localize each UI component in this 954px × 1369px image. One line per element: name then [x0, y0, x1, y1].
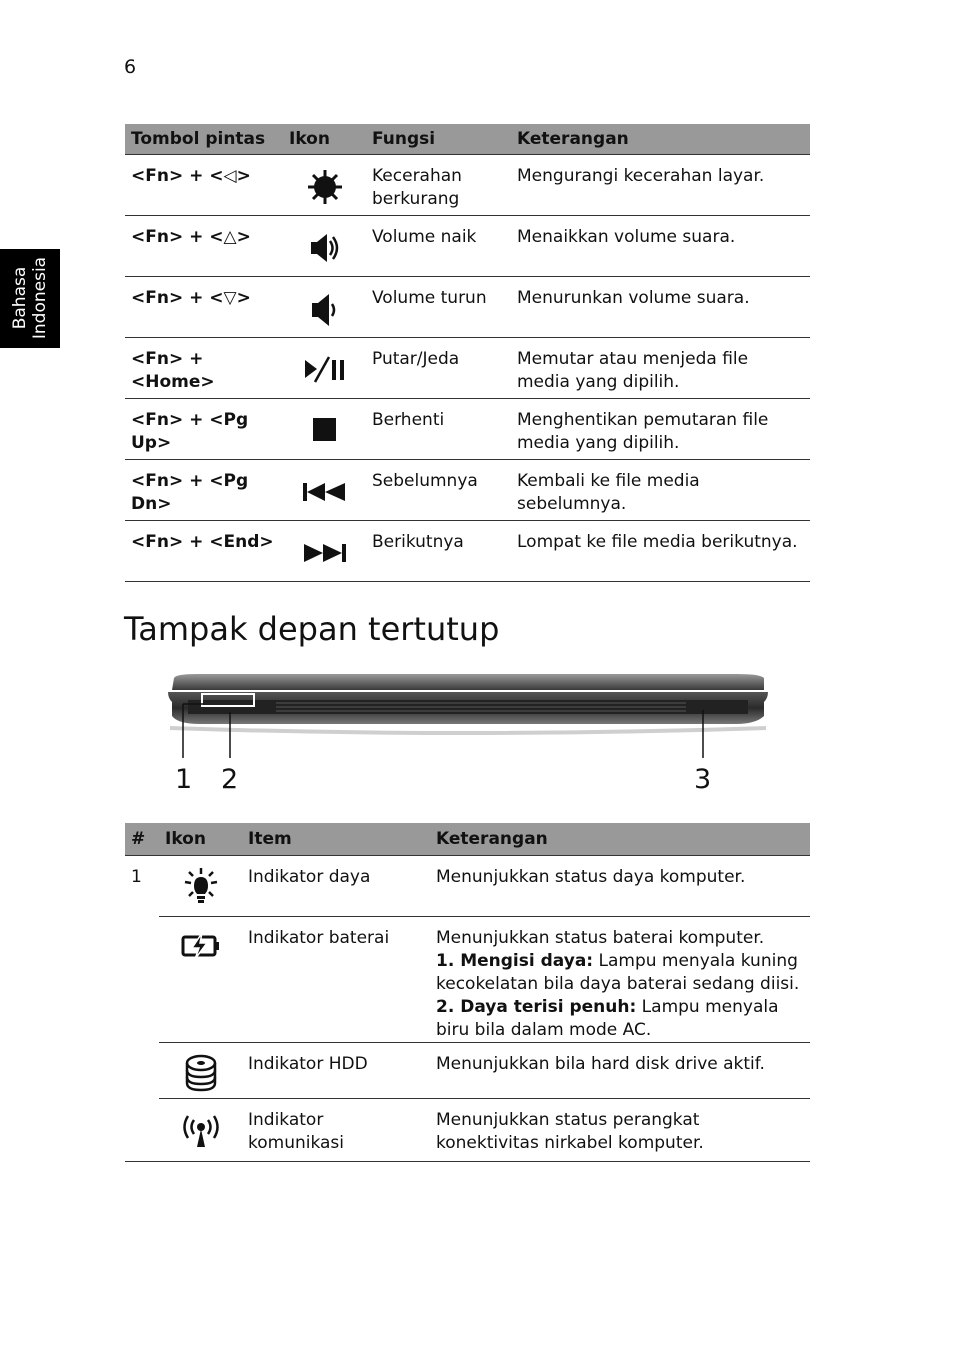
hotkey-table-header	[125, 124, 810, 155]
brightness-down-icon	[305, 167, 345, 207]
hotkey-cell: <Fn> + <Home>	[125, 338, 283, 399]
description-cell: Menaikkan volume suara.	[511, 216, 810, 277]
function-cell: Berhenti	[366, 399, 511, 460]
description-cell	[430, 917, 810, 1043]
header-icon: Ikon	[283, 124, 366, 155]
function-cell: Kecerahan berkurang	[366, 155, 511, 216]
battery-full-note	[436, 996, 804, 1042]
section-title: Tampak depan tertutup	[124, 610, 500, 648]
header-hotkey: Tombol pintas	[125, 124, 283, 155]
description-cell: Menurunkan volume suara.	[511, 277, 810, 338]
table-row	[125, 216, 810, 277]
item-cell: Indikator daya	[242, 856, 430, 917]
callout-2: 2	[221, 764, 239, 795]
table-row	[125, 399, 810, 460]
battery-description: Menunjukkan status baterai komputer.	[436, 928, 765, 948]
description-cell: Menunjukkan bila hard disk drive aktif.	[430, 1043, 810, 1099]
hotkey-cell: <Fn> + <◁>	[125, 155, 283, 216]
function-cell: Berikutnya	[366, 521, 511, 582]
description-cell: Kembali ke file media sebelumnya.	[511, 460, 810, 521]
full-text: Lampu menyala biru bila dalam mode AC.	[436, 997, 779, 1040]
side-tab-line2: Indonesia	[30, 256, 50, 340]
function-cell: Putar/Jeda	[366, 338, 511, 399]
full-label: 2. Daya terisi penuh:	[436, 997, 637, 1017]
charging-text: Lampu menyala kuning kecokelatan bila daya baterai sedang diisi.	[436, 951, 800, 994]
hotkey-cell: <Fn> + <Pg Up>	[125, 399, 283, 460]
description-cell: Menunjukkan status daya komputer.	[430, 856, 810, 917]
page-number: 6	[124, 56, 137, 78]
header-item: Item	[242, 823, 430, 856]
play-pause-icon	[302, 354, 348, 386]
closed-laptop-front-image	[166, 670, 770, 766]
hotkey-cell: <Fn> + <△>	[125, 216, 283, 277]
hdd-indicator-icon	[183, 1053, 219, 1093]
charging-label: 1. Mengisi daya:	[436, 951, 594, 971]
table-row	[125, 521, 810, 582]
description-cell: Mengurangi kecerahan layar.	[511, 155, 810, 216]
table-row	[125, 1099, 810, 1162]
description-cell: Menunjukkan status perangkat konektivitas nirkabel komputer.	[430, 1099, 810, 1162]
battery-indicator-icon	[180, 931, 222, 961]
next-track-icon	[301, 541, 349, 565]
hotkey-cell: <Fn> + <▽>	[125, 277, 283, 338]
volume-down-icon	[305, 291, 345, 329]
row-number: 1	[131, 867, 142, 887]
hotkey-table	[125, 124, 810, 582]
function-cell: Volume naik	[366, 216, 511, 277]
callout-3: 3	[694, 764, 712, 795]
description-cell: Memutar atau menjeda file media yang dipilih.	[511, 338, 810, 399]
item-cell: Indikator komunikasi	[242, 1099, 430, 1162]
function-cell: Volume turun	[366, 277, 511, 338]
hotkey-cell: <Fn> + <Pg Dn>	[125, 460, 283, 521]
description-cell: Menghentikan pemutaran file media yang dipilih.	[511, 399, 810, 460]
item-cell: Indikator baterai	[242, 917, 430, 1043]
function-cell: Sebelumnya	[366, 460, 511, 521]
header-description: Keterangan	[511, 124, 810, 155]
indicator-table	[125, 823, 810, 1162]
table-row	[125, 1043, 810, 1099]
power-indicator-icon	[181, 866, 221, 906]
table-row	[125, 277, 810, 338]
table-row	[125, 460, 810, 521]
table-row	[125, 155, 810, 216]
table-row	[125, 856, 810, 917]
indicator-table-header	[125, 823, 810, 856]
volume-up-icon	[305, 230, 345, 266]
table-row	[125, 917, 810, 1043]
callout-1: 1	[175, 764, 193, 795]
wireless-indicator-icon	[178, 1113, 224, 1149]
previous-track-icon	[301, 480, 349, 504]
item-cell: Indikator HDD	[242, 1043, 430, 1099]
side-tab-line1: Bahasa	[10, 266, 30, 330]
stop-icon	[312, 417, 338, 443]
table-row	[125, 338, 810, 399]
header-icon: Ikon	[159, 823, 242, 856]
hotkey-cell: <Fn> + <End>	[125, 521, 283, 582]
description-cell: Lompat ke file media berikutnya.	[511, 521, 810, 582]
header-number: #	[125, 823, 159, 856]
language-side-tab	[0, 249, 60, 348]
header-function: Fungsi	[366, 124, 511, 155]
header-description: Keterangan	[430, 823, 810, 856]
battery-charging-note	[436, 950, 804, 996]
